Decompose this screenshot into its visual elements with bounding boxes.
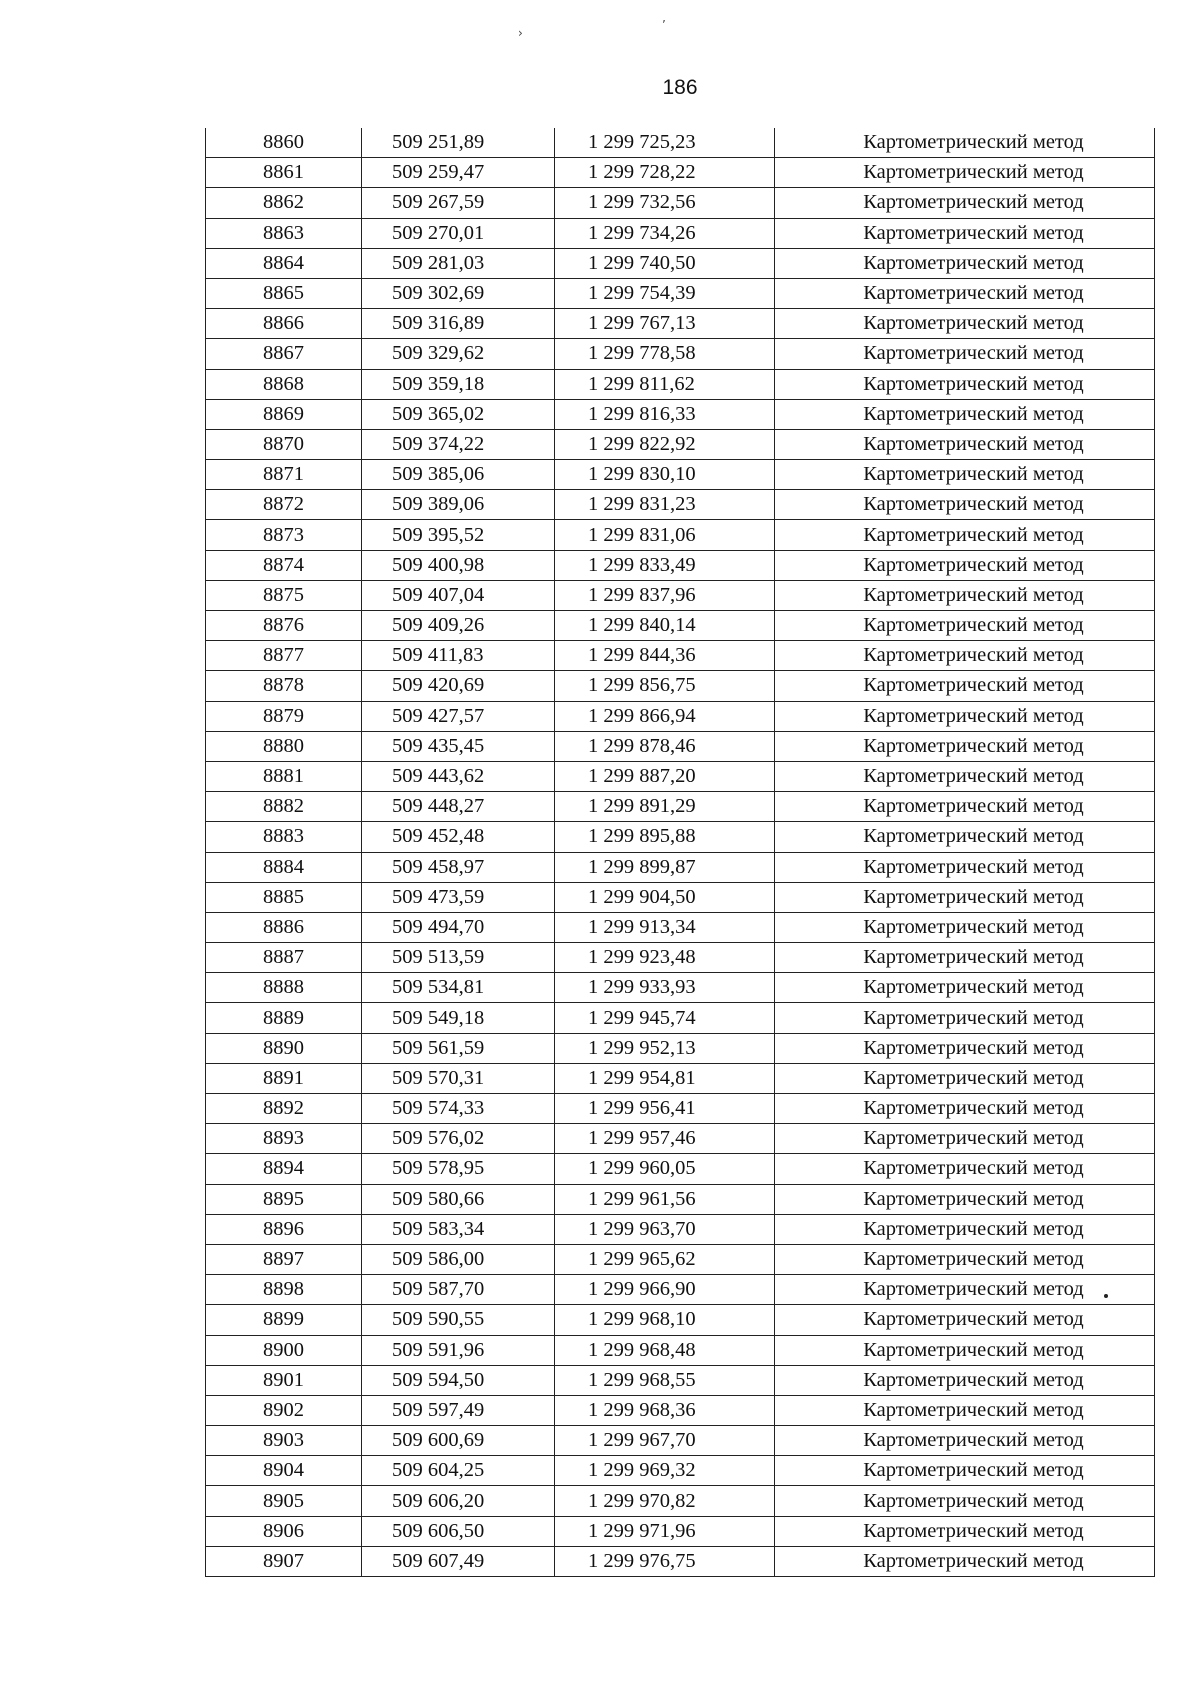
x-coordinate-cell: 509 407,04 bbox=[362, 580, 555, 610]
table-row bbox=[206, 1063, 1155, 1093]
point-number-cell: 8871 bbox=[206, 460, 362, 490]
x-coordinate-cell: 509 591,96 bbox=[362, 1335, 555, 1365]
x-coordinate-cell: 509 395,52 bbox=[362, 520, 555, 550]
x-coordinate-cell: 509 435,45 bbox=[362, 731, 555, 761]
y-coordinate-cell: 1 299 968,10 bbox=[555, 1305, 775, 1335]
coordinates-table-body bbox=[206, 128, 1155, 1577]
method-cell: Картометрический метод bbox=[775, 1365, 1155, 1395]
y-coordinate-cell: 1 299 767,13 bbox=[555, 309, 775, 339]
y-coordinate-cell: 1 299 732,56 bbox=[555, 188, 775, 218]
table-row bbox=[206, 912, 1155, 942]
table-row bbox=[206, 611, 1155, 641]
method-cell: Картометрический метод bbox=[775, 248, 1155, 278]
point-number-cell: 8862 bbox=[206, 188, 362, 218]
x-coordinate-cell: 509 606,50 bbox=[362, 1516, 555, 1546]
y-coordinate-cell: 1 299 816,33 bbox=[555, 399, 775, 429]
method-cell: Картометрический метод bbox=[775, 399, 1155, 429]
y-coordinate-cell: 1 299 976,75 bbox=[555, 1546, 775, 1576]
method-cell: Картометрический метод bbox=[775, 852, 1155, 882]
y-coordinate-cell: 1 299 956,41 bbox=[555, 1094, 775, 1124]
x-coordinate-cell: 509 281,03 bbox=[362, 248, 555, 278]
table-row bbox=[206, 1184, 1155, 1214]
table-row bbox=[206, 248, 1155, 278]
table-row bbox=[206, 1094, 1155, 1124]
method-cell: Картометрический метод bbox=[775, 671, 1155, 701]
y-coordinate-cell: 1 299 945,74 bbox=[555, 1003, 775, 1033]
y-coordinate-cell: 1 299 754,39 bbox=[555, 278, 775, 308]
x-coordinate-cell: 509 600,69 bbox=[362, 1426, 555, 1456]
y-coordinate-cell: 1 299 811,62 bbox=[555, 369, 775, 399]
x-coordinate-cell: 509 359,18 bbox=[362, 369, 555, 399]
y-coordinate-cell: 1 299 778,58 bbox=[555, 339, 775, 369]
table-row bbox=[206, 278, 1155, 308]
x-coordinate-cell: 509 385,06 bbox=[362, 460, 555, 490]
table-row bbox=[206, 490, 1155, 520]
table-row bbox=[206, 369, 1155, 399]
point-number-cell: 8894 bbox=[206, 1154, 362, 1184]
y-coordinate-cell: 1 299 913,34 bbox=[555, 912, 775, 942]
y-coordinate-cell: 1 299 856,75 bbox=[555, 671, 775, 701]
method-cell: Картометрический метод bbox=[775, 1124, 1155, 1154]
table-row bbox=[206, 1244, 1155, 1274]
table-row bbox=[206, 218, 1155, 248]
point-number-cell: 8863 bbox=[206, 218, 362, 248]
y-coordinate-cell: 1 299 899,87 bbox=[555, 852, 775, 882]
x-coordinate-cell: 509 259,47 bbox=[362, 158, 555, 188]
method-cell: Картометрический метод bbox=[775, 309, 1155, 339]
x-coordinate-cell: 509 590,55 bbox=[362, 1305, 555, 1335]
method-cell: Картометрический метод bbox=[775, 1335, 1155, 1365]
method-cell: Картометрический метод bbox=[775, 822, 1155, 852]
x-coordinate-cell: 509 458,97 bbox=[362, 852, 555, 882]
x-coordinate-cell: 509 604,25 bbox=[362, 1456, 555, 1486]
x-coordinate-cell: 509 513,59 bbox=[362, 943, 555, 973]
method-cell: Картометрический метод bbox=[775, 1516, 1155, 1546]
method-cell: Картометрический метод bbox=[775, 1275, 1155, 1305]
table-row bbox=[206, 1395, 1155, 1425]
y-coordinate-cell: 1 299 933,93 bbox=[555, 973, 775, 1003]
y-coordinate-cell: 1 299 952,13 bbox=[555, 1033, 775, 1063]
point-number-cell: 8903 bbox=[206, 1426, 362, 1456]
method-cell: Картометрический метод bbox=[775, 520, 1155, 550]
x-coordinate-cell: 509 494,70 bbox=[362, 912, 555, 942]
method-cell: Картометрический метод bbox=[775, 641, 1155, 671]
point-number-cell: 8873 bbox=[206, 520, 362, 550]
x-coordinate-cell: 509 583,34 bbox=[362, 1214, 555, 1244]
x-coordinate-cell: 509 389,06 bbox=[362, 490, 555, 520]
method-cell: Картометрический метод bbox=[775, 1184, 1155, 1214]
x-coordinate-cell: 509 270,01 bbox=[362, 218, 555, 248]
x-coordinate-cell: 509 420,69 bbox=[362, 671, 555, 701]
y-coordinate-cell: 1 299 734,26 bbox=[555, 218, 775, 248]
point-number-cell: 8889 bbox=[206, 1003, 362, 1033]
y-coordinate-cell: 1 299 887,20 bbox=[555, 761, 775, 791]
scan-artifact-mark: › bbox=[518, 26, 523, 40]
method-cell: Картометрический метод bbox=[775, 339, 1155, 369]
point-number-cell: 8877 bbox=[206, 641, 362, 671]
point-number-cell: 8867 bbox=[206, 339, 362, 369]
method-cell: Картометрический метод bbox=[775, 1546, 1155, 1576]
method-cell: Картометрический метод bbox=[775, 1033, 1155, 1063]
point-number-cell: 8879 bbox=[206, 701, 362, 731]
x-coordinate-cell: 509 316,89 bbox=[362, 309, 555, 339]
method-cell: Картометрический метод bbox=[775, 1395, 1155, 1425]
method-cell: Картометрический метод bbox=[775, 278, 1155, 308]
point-number-cell: 8883 bbox=[206, 822, 362, 852]
x-coordinate-cell: 509 374,22 bbox=[362, 429, 555, 459]
table-row bbox=[206, 1124, 1155, 1154]
y-coordinate-cell: 1 299 878,46 bbox=[555, 731, 775, 761]
point-number-cell: 8874 bbox=[206, 550, 362, 580]
point-number-cell: 8897 bbox=[206, 1244, 362, 1274]
table-row bbox=[206, 550, 1155, 580]
point-number-cell: 8876 bbox=[206, 611, 362, 641]
table-row bbox=[206, 731, 1155, 761]
method-cell: Картометрический метод bbox=[775, 580, 1155, 610]
point-number-cell: 8870 bbox=[206, 429, 362, 459]
x-coordinate-cell: 509 594,50 bbox=[362, 1365, 555, 1395]
x-coordinate-cell: 509 534,81 bbox=[362, 973, 555, 1003]
table-row bbox=[206, 1003, 1155, 1033]
table-row bbox=[206, 1456, 1155, 1486]
table-row bbox=[206, 1486, 1155, 1516]
method-cell: Картометрический метод bbox=[775, 1063, 1155, 1093]
y-coordinate-cell: 1 299 923,48 bbox=[555, 943, 775, 973]
table-row bbox=[206, 1546, 1155, 1576]
table-row bbox=[206, 761, 1155, 791]
table-row bbox=[206, 339, 1155, 369]
y-coordinate-cell: 1 299 728,22 bbox=[555, 158, 775, 188]
point-number-cell: 8890 bbox=[206, 1033, 362, 1063]
point-number-cell: 8887 bbox=[206, 943, 362, 973]
point-number-cell: 8866 bbox=[206, 309, 362, 339]
table-row bbox=[206, 1214, 1155, 1244]
table-row bbox=[206, 1033, 1155, 1063]
y-coordinate-cell: 1 299 740,50 bbox=[555, 248, 775, 278]
y-coordinate-cell: 1 299 968,48 bbox=[555, 1335, 775, 1365]
point-number-cell: 8902 bbox=[206, 1395, 362, 1425]
point-number-cell: 8888 bbox=[206, 973, 362, 1003]
table-row bbox=[206, 1426, 1155, 1456]
point-number-cell: 8900 bbox=[206, 1335, 362, 1365]
y-coordinate-cell: 1 299 966,90 bbox=[555, 1275, 775, 1305]
x-coordinate-cell: 509 580,66 bbox=[362, 1184, 555, 1214]
table-row bbox=[206, 309, 1155, 339]
table-row bbox=[206, 1516, 1155, 1546]
method-cell: Картометрический метод bbox=[775, 792, 1155, 822]
method-cell: Картометрический метод bbox=[775, 973, 1155, 1003]
point-number-cell: 8881 bbox=[206, 761, 362, 791]
y-coordinate-cell: 1 299 967,70 bbox=[555, 1426, 775, 1456]
table-row bbox=[206, 852, 1155, 882]
x-coordinate-cell: 509 411,83 bbox=[362, 641, 555, 671]
table-row bbox=[206, 1335, 1155, 1365]
table-row bbox=[206, 128, 1155, 158]
method-cell: Картометрический метод bbox=[775, 460, 1155, 490]
point-number-cell: 8906 bbox=[206, 1516, 362, 1546]
point-number-cell: 8864 bbox=[206, 248, 362, 278]
table-row bbox=[206, 158, 1155, 188]
method-cell: Картометрический метод bbox=[775, 429, 1155, 459]
y-coordinate-cell: 1 299 961,56 bbox=[555, 1184, 775, 1214]
x-coordinate-cell: 509 606,20 bbox=[362, 1486, 555, 1516]
y-coordinate-cell: 1 299 968,36 bbox=[555, 1395, 775, 1425]
method-cell: Картометрический метод bbox=[775, 188, 1155, 218]
table-row bbox=[206, 973, 1155, 1003]
y-coordinate-cell: 1 299 971,96 bbox=[555, 1516, 775, 1546]
table-row bbox=[206, 1154, 1155, 1184]
point-number-cell: 8891 bbox=[206, 1063, 362, 1093]
y-coordinate-cell: 1 299 840,14 bbox=[555, 611, 775, 641]
x-coordinate-cell: 509 587,70 bbox=[362, 1275, 555, 1305]
y-coordinate-cell: 1 299 831,06 bbox=[555, 520, 775, 550]
method-cell: Картометрический метод bbox=[775, 1244, 1155, 1274]
y-coordinate-cell: 1 299 963,70 bbox=[555, 1214, 775, 1244]
point-number-cell: 8895 bbox=[206, 1184, 362, 1214]
method-cell: Картометрический метод bbox=[775, 611, 1155, 641]
method-cell: Картометрический метод bbox=[775, 158, 1155, 188]
method-cell: Картометрический метод bbox=[775, 218, 1155, 248]
x-coordinate-cell: 509 578,95 bbox=[362, 1154, 555, 1184]
point-number-cell: 8882 bbox=[206, 792, 362, 822]
y-coordinate-cell: 1 299 866,94 bbox=[555, 701, 775, 731]
table-row bbox=[206, 399, 1155, 429]
method-cell: Картометрический метод bbox=[775, 701, 1155, 731]
y-coordinate-cell: 1 299 891,29 bbox=[555, 792, 775, 822]
method-cell: Картометрический метод bbox=[775, 1094, 1155, 1124]
method-cell: Картометрический метод bbox=[775, 882, 1155, 912]
point-number-cell: 8875 bbox=[206, 580, 362, 610]
point-number-cell: 8893 bbox=[206, 1124, 362, 1154]
point-number-cell: 8869 bbox=[206, 399, 362, 429]
point-number-cell: 8868 bbox=[206, 369, 362, 399]
x-coordinate-cell: 509 597,49 bbox=[362, 1395, 555, 1425]
table-row bbox=[206, 1275, 1155, 1305]
y-coordinate-cell: 1 299 831,23 bbox=[555, 490, 775, 520]
x-coordinate-cell: 509 576,02 bbox=[362, 1124, 555, 1154]
point-number-cell: 8861 bbox=[206, 158, 362, 188]
x-coordinate-cell: 509 267,59 bbox=[362, 188, 555, 218]
scan-artifact-mark: ’ bbox=[662, 18, 666, 32]
y-coordinate-cell: 1 299 844,36 bbox=[555, 641, 775, 671]
point-number-cell: 8880 bbox=[206, 731, 362, 761]
point-number-cell: 8878 bbox=[206, 671, 362, 701]
method-cell: Картометрический метод bbox=[775, 369, 1155, 399]
y-coordinate-cell: 1 299 895,88 bbox=[555, 822, 775, 852]
method-cell: Картометрический метод bbox=[775, 731, 1155, 761]
x-coordinate-cell: 509 448,27 bbox=[362, 792, 555, 822]
x-coordinate-cell: 509 251,89 bbox=[362, 128, 555, 158]
table-row bbox=[206, 429, 1155, 459]
y-coordinate-cell: 1 299 970,82 bbox=[555, 1486, 775, 1516]
table-row bbox=[206, 701, 1155, 731]
x-coordinate-cell: 509 473,59 bbox=[362, 882, 555, 912]
point-number-cell: 8865 bbox=[206, 278, 362, 308]
method-cell: Картометрический метод bbox=[775, 490, 1155, 520]
method-cell: Картометрический метод bbox=[775, 943, 1155, 973]
method-cell: Картометрический метод bbox=[775, 1426, 1155, 1456]
point-number-cell: 8898 bbox=[206, 1275, 362, 1305]
point-number-cell: 8901 bbox=[206, 1365, 362, 1395]
table-row bbox=[206, 943, 1155, 973]
x-coordinate-cell: 509 329,62 bbox=[362, 339, 555, 369]
x-coordinate-cell: 509 607,49 bbox=[362, 1546, 555, 1576]
x-coordinate-cell: 509 549,18 bbox=[362, 1003, 555, 1033]
method-cell: Картометрический метод bbox=[775, 912, 1155, 942]
table-row bbox=[206, 641, 1155, 671]
point-number-cell: 8872 bbox=[206, 490, 362, 520]
table-row bbox=[206, 188, 1155, 218]
table-row bbox=[206, 882, 1155, 912]
table-row bbox=[206, 1365, 1155, 1395]
x-coordinate-cell: 509 452,48 bbox=[362, 822, 555, 852]
x-coordinate-cell: 509 400,98 bbox=[362, 550, 555, 580]
y-coordinate-cell: 1 299 965,62 bbox=[555, 1244, 775, 1274]
point-number-cell: 8886 bbox=[206, 912, 362, 942]
method-cell: Картометрический метод bbox=[775, 1305, 1155, 1335]
y-coordinate-cell: 1 299 830,10 bbox=[555, 460, 775, 490]
y-coordinate-cell: 1 299 969,32 bbox=[555, 1456, 775, 1486]
x-coordinate-cell: 509 427,57 bbox=[362, 701, 555, 731]
y-coordinate-cell: 1 299 957,46 bbox=[555, 1124, 775, 1154]
x-coordinate-cell: 509 302,69 bbox=[362, 278, 555, 308]
table-row bbox=[206, 671, 1155, 701]
y-coordinate-cell: 1 299 968,55 bbox=[555, 1365, 775, 1395]
scan-artifact-dot bbox=[1104, 1294, 1108, 1298]
table-row bbox=[206, 580, 1155, 610]
x-coordinate-cell: 509 443,62 bbox=[362, 761, 555, 791]
table-row bbox=[206, 822, 1155, 852]
method-cell: Картометрический метод bbox=[775, 1486, 1155, 1516]
y-coordinate-cell: 1 299 837,96 bbox=[555, 580, 775, 610]
method-cell: Картометрический метод bbox=[775, 1214, 1155, 1244]
coordinates-table bbox=[205, 128, 1155, 1577]
point-number-cell: 8896 bbox=[206, 1214, 362, 1244]
method-cell: Картометрический метод bbox=[775, 761, 1155, 791]
method-cell: Картометрический метод bbox=[775, 1003, 1155, 1033]
point-number-cell: 8860 bbox=[206, 128, 362, 158]
table-row bbox=[206, 792, 1155, 822]
point-number-cell: 8905 bbox=[206, 1486, 362, 1516]
method-cell: Картометрический метод bbox=[775, 1456, 1155, 1486]
y-coordinate-cell: 1 299 954,81 bbox=[555, 1063, 775, 1093]
table-row bbox=[206, 520, 1155, 550]
y-coordinate-cell: 1 299 960,05 bbox=[555, 1154, 775, 1184]
y-coordinate-cell: 1 299 822,92 bbox=[555, 429, 775, 459]
x-coordinate-cell: 509 561,59 bbox=[362, 1033, 555, 1063]
method-cell: Картометрический метод bbox=[775, 550, 1155, 580]
x-coordinate-cell: 509 365,02 bbox=[362, 399, 555, 429]
x-coordinate-cell: 509 586,00 bbox=[362, 1244, 555, 1274]
point-number-cell: 8907 bbox=[206, 1546, 362, 1576]
x-coordinate-cell: 509 570,31 bbox=[362, 1063, 555, 1093]
table-row bbox=[206, 1305, 1155, 1335]
point-number-cell: 8884 bbox=[206, 852, 362, 882]
method-cell: Картометрический метод bbox=[775, 128, 1155, 158]
y-coordinate-cell: 1 299 725,23 bbox=[555, 128, 775, 158]
method-cell: Картометрический метод bbox=[775, 1154, 1155, 1184]
y-coordinate-cell: 1 299 904,50 bbox=[555, 882, 775, 912]
point-number-cell: 8904 bbox=[206, 1456, 362, 1486]
point-number-cell: 8885 bbox=[206, 882, 362, 912]
page-number: 186 bbox=[662, 76, 698, 99]
x-coordinate-cell: 509 574,33 bbox=[362, 1094, 555, 1124]
x-coordinate-cell: 509 409,26 bbox=[362, 611, 555, 641]
point-number-cell: 8899 bbox=[206, 1305, 362, 1335]
table-row bbox=[206, 460, 1155, 490]
y-coordinate-cell: 1 299 833,49 bbox=[555, 550, 775, 580]
point-number-cell: 8892 bbox=[206, 1094, 362, 1124]
